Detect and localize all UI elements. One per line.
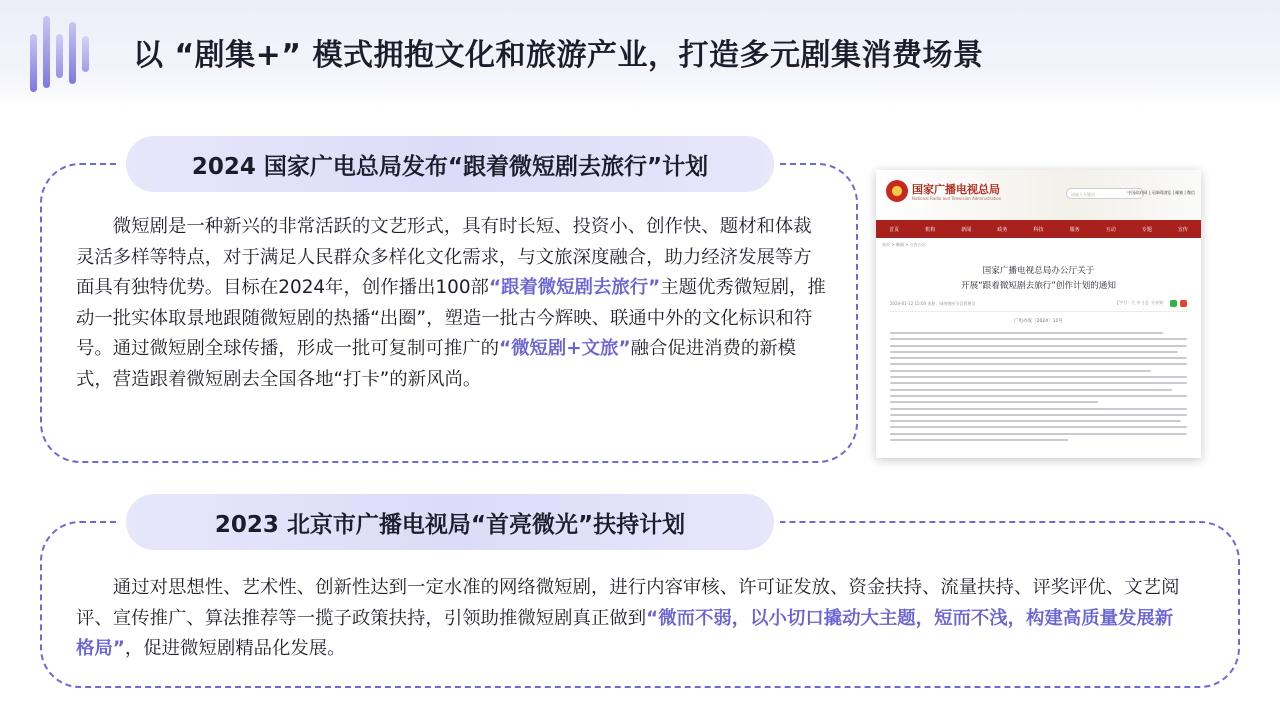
wechat-share-icon — [1170, 300, 1177, 307]
notice-meta — [890, 300, 1187, 312]
highlight-slogan: “微而不弱，以小切口撬动大主题，短而不浅，构建高质量发展新格局” — [76, 607, 1174, 659]
section-2024-heading: 2024 国家广电总局发布“跟着微短剧去旅行”计划 — [126, 136, 774, 192]
weibo-share-icon — [1180, 300, 1187, 307]
document-text-line — [890, 332, 1163, 334]
document-number: 广电办发〔2024〕11号 — [1014, 319, 1063, 324]
notice-title-line-1: 国家广播电视总局办公厅关于 — [982, 266, 1095, 276]
site-name-en: National Radio and Television Administration — [912, 196, 1002, 201]
document-text-line — [890, 439, 1068, 441]
para-text: ，促进微短剧精品化发展。 — [124, 638, 346, 659]
site-navbar — [876, 220, 1201, 238]
nav-item: 宣传 — [1177, 226, 1188, 233]
document-body-lines — [890, 332, 1187, 441]
highlight-drama-tourism: “微短剧+文旅” — [499, 338, 631, 359]
nav-item: 科技 — [1033, 226, 1044, 233]
nav-item: 新闻 — [961, 226, 972, 233]
document-text-line — [890, 395, 1187, 397]
notice-screenshot — [876, 170, 1201, 458]
document-text-line — [890, 338, 1187, 340]
document-text-line — [890, 357, 1187, 359]
site-name: 国家广播电视总局 — [912, 183, 1000, 196]
site-top-links: 中国政府网 | 无障碍浏览 | 邮箱 | 微信 — [1127, 190, 1195, 195]
notice-meta-right: 【字号：大 中 小】 分享到： — [1115, 300, 1167, 305]
notice-title — [876, 264, 1201, 294]
notice-meta-right-group — [1115, 300, 1187, 307]
document-text-line — [890, 426, 1187, 428]
page-title: 以 “剧集+” 模式拥抱文化和旅游产业，打造多元剧集消费场景 — [133, 38, 984, 73]
document-text-line — [890, 389, 1172, 391]
document-text-line — [890, 345, 1187, 347]
document-text-line — [890, 370, 1151, 372]
para-text: 通过对思想性、艺术性、创新性达到一定水准的网络微短剧，进行内容审核、许可证发放、资金扶持、流量扶持、评奖评优、文艺阅评、宣传推广、算法推荐等一揽子政策扶持，引领助推微短剧真正做到 — [76, 577, 1180, 629]
document-text-line — [890, 382, 1187, 384]
document-text-line — [890, 363, 1187, 365]
section-2023-heading: 2023 北京市广播电视局“首亮微光”扶持计划 — [126, 494, 774, 550]
document-text-line — [890, 433, 1187, 435]
nav-item: 专题 — [1141, 226, 1152, 233]
highlight-travel-plan: “跟着微短剧去旅行” — [488, 277, 661, 298]
para-text: 主题优秀微短剧，推动一批实体取景地跟随微短剧的热播“出圈”，塑造一批古今辉映、联通中外的文化标识和符号。通过微短剧全球传播，形成一批可复制可推广的 — [76, 277, 826, 359]
document-text-line — [890, 401, 1098, 403]
decorative-bars-icon — [30, 12, 110, 92]
site-search-input: 请输入关键词 — [1066, 188, 1144, 199]
nav-item: 服务 — [1069, 226, 1080, 233]
para-text: 微短剧是一种新兴的非常活跃的文艺形式，具有时长短、投资小、创作快、题材和体裁灵活多样等特点，对于满足人民群众多样化文化需求，与文旅深度融合，助力经济发展等方面具有独特优势。目标在2024年，创作播出100部 — [76, 216, 812, 298]
site-header — [876, 170, 1201, 220]
document-text-line — [890, 414, 1187, 416]
nav-item: 政务 — [997, 226, 1008, 233]
para-text: 融合促进消费的新模式，营造跟着微短剧去全国各地“打卡”的新风尚。 — [76, 338, 797, 390]
notice-title-line-2: 开展“跟着微短剧去旅行”创作计划的通知 — [961, 281, 1116, 291]
nav-item: 互动 — [1105, 226, 1116, 233]
document-text-line — [890, 376, 1187, 378]
national-emblem-icon — [886, 180, 908, 202]
document-text-line — [890, 420, 1181, 422]
section-2023-paragraph — [76, 573, 1188, 665]
notice-meta-left: 2024-01-12 15:04 来源：网络视听节目管理司 — [890, 300, 976, 306]
nav-item: 首页 — [889, 226, 900, 233]
site-breadcrumb: 首页 > 新闻 > 公告公示 — [882, 242, 926, 247]
nav-item: 机构 — [925, 226, 936, 233]
section-2024-paragraph — [76, 212, 828, 395]
document-text-line — [890, 351, 1178, 353]
document-text-line — [890, 408, 1187, 410]
